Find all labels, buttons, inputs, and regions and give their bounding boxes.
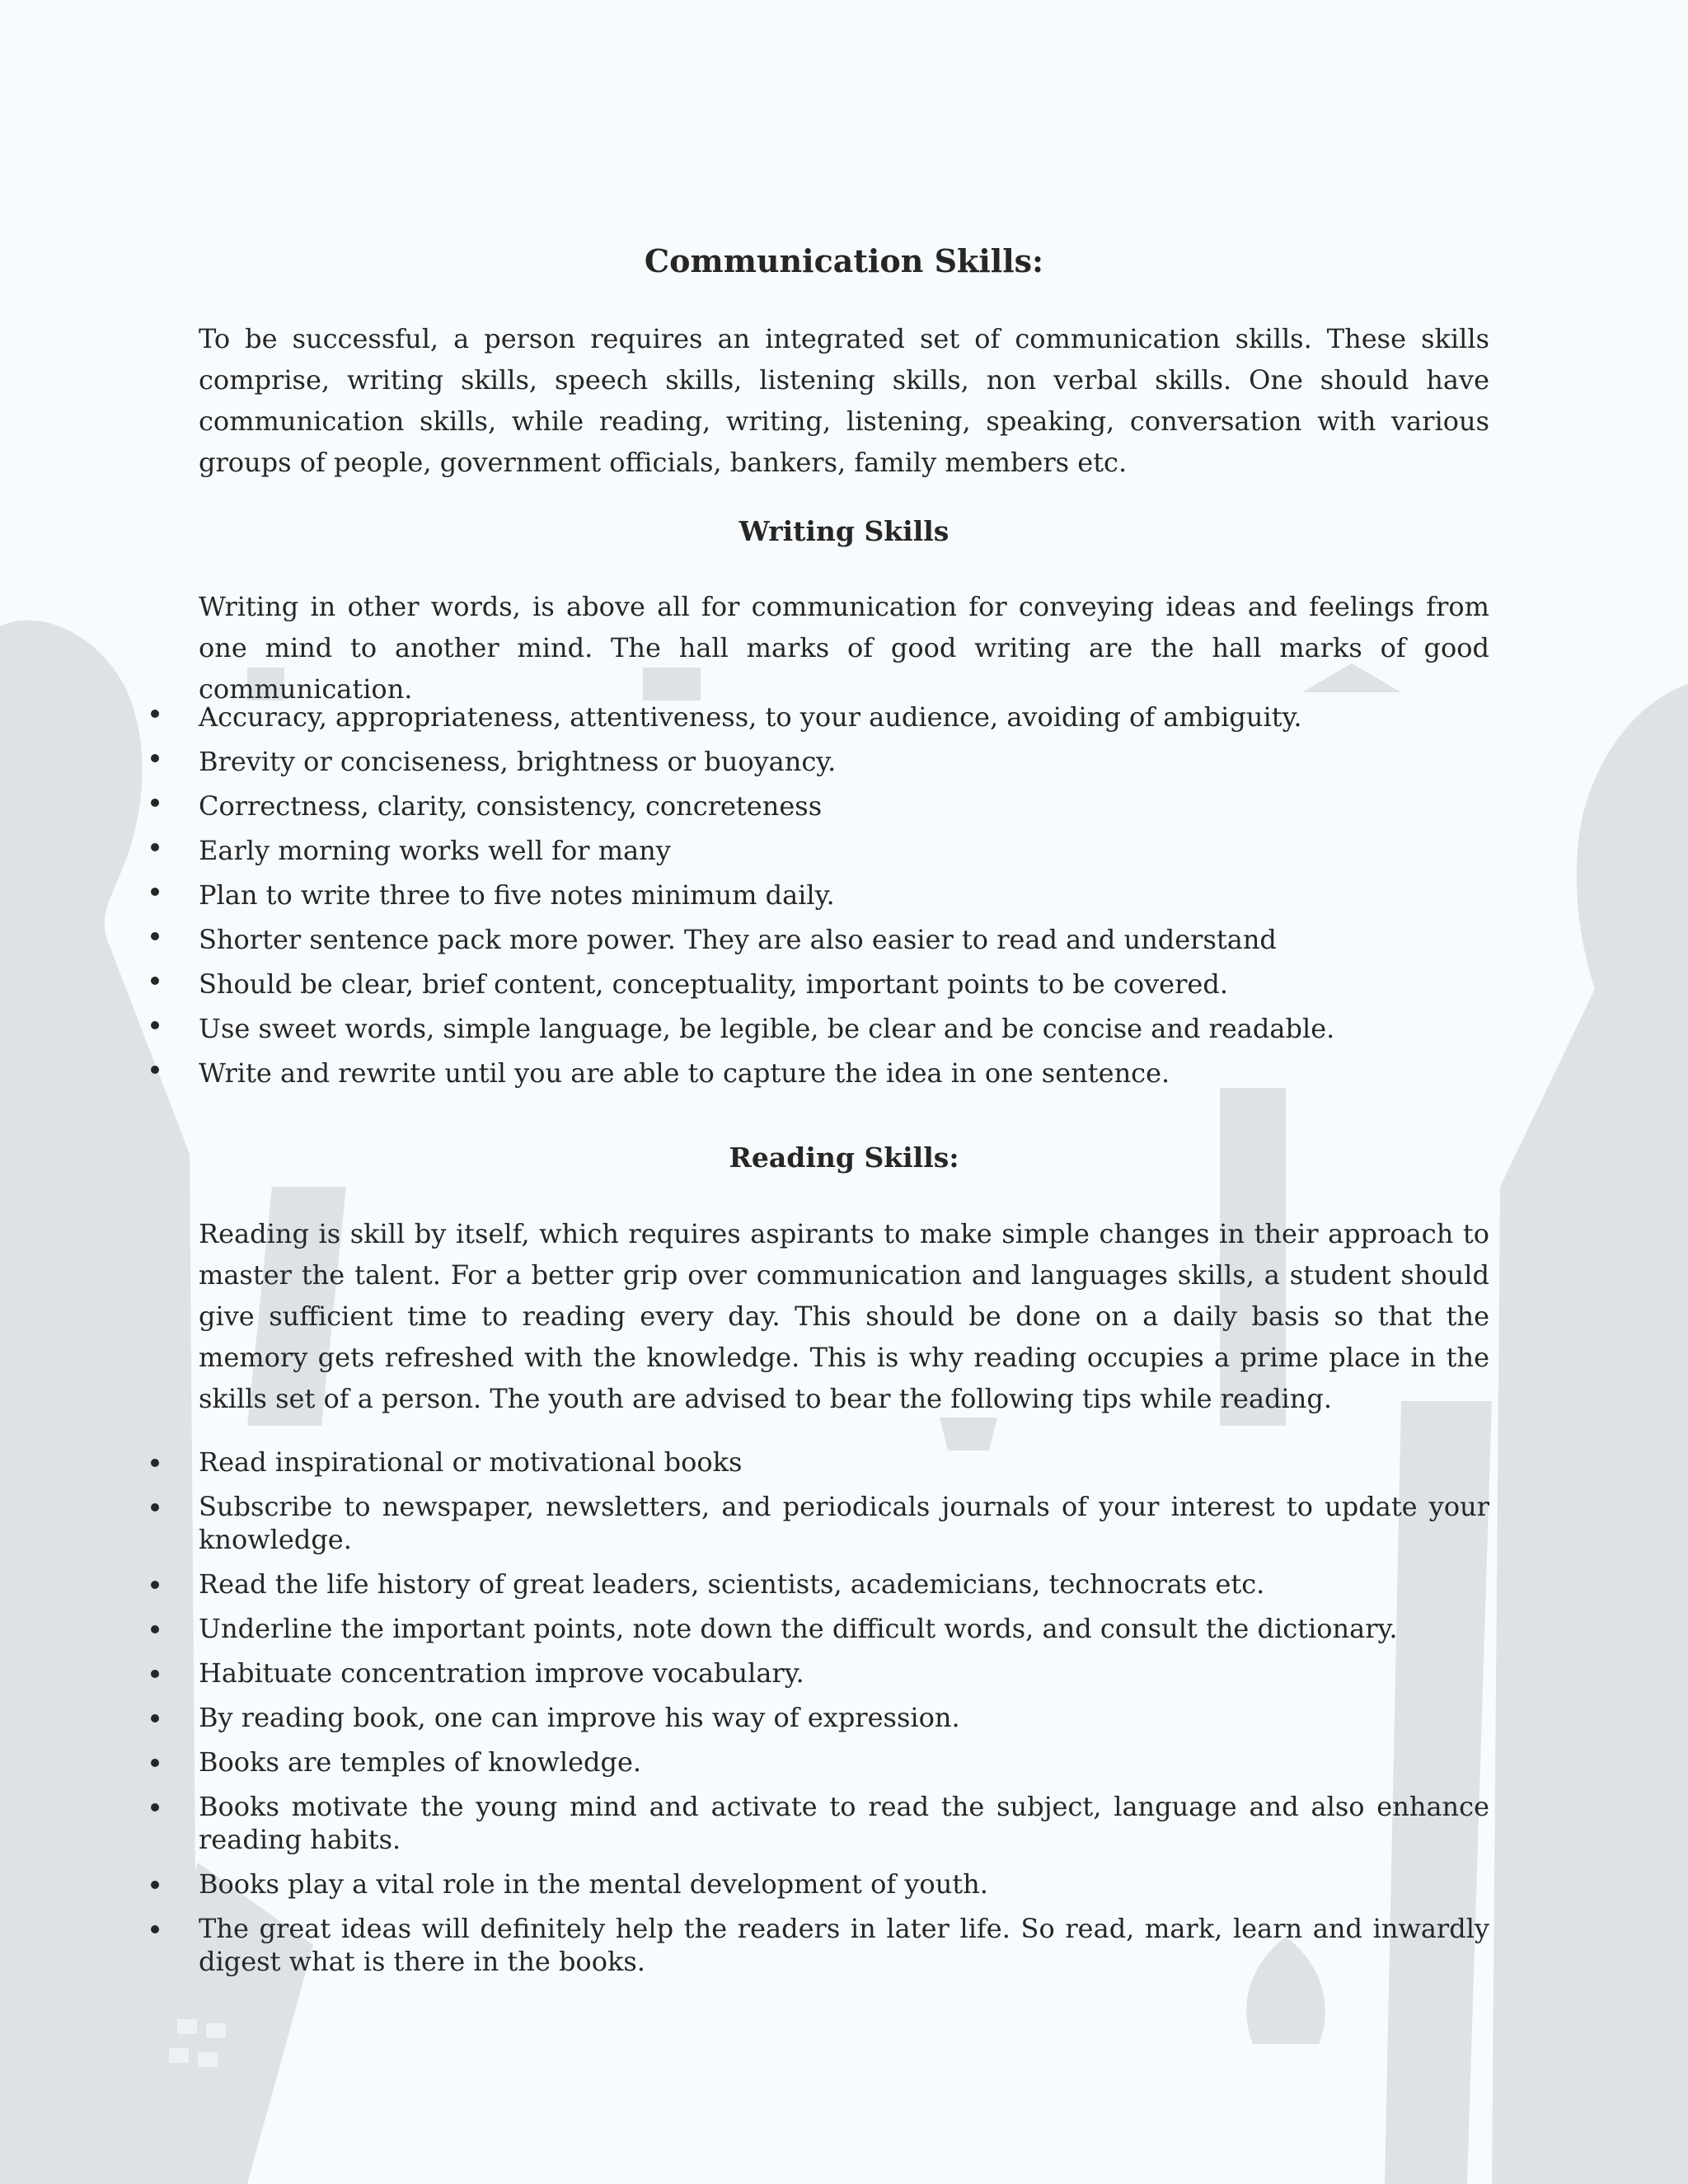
list-item-text: Books motivate the young mind and activate to read the subject, language and also enhance reading habits. <box>199 1791 1489 1855</box>
list-item <box>0 873 1688 917</box>
list-item <box>0 828 1688 873</box>
list-item <box>0 1446 1688 1479</box>
list-item <box>0 1612 1688 1645</box>
list-item <box>0 1657 1688 1690</box>
list-item-text: By reading book, one can improve his way of expression. <box>199 1702 960 1733</box>
bullet-icon <box>151 1714 159 1722</box>
bullet-icon <box>151 1625 159 1633</box>
list-item <box>0 1006 1688 1051</box>
bullet-icon <box>151 932 159 940</box>
list-item-text: Read inspirational or motivational books <box>199 1446 743 1478</box>
reading-tips-list <box>0 1446 1688 1990</box>
list-item-text: Books play a vital role in the mental development of youth. <box>199 1868 988 1900</box>
intro-paragraph: To be successful, a person requires an integrated set of communication skills. These skills comprise, writing skills, speech skills, listening skills, non verbal skills. One should have communication skills, while reading, writing, listening, speaking, conversation with various groups of people, government officials, bankers, family members etc. <box>199 323 1489 478</box>
list-item <box>0 1051 1688 1095</box>
bullet-icon <box>151 1881 159 1889</box>
bullet-icon <box>151 1021 159 1029</box>
list-item-text: Correctness, clarity, consistency, concreteness <box>199 790 823 822</box>
list-item <box>0 1868 1688 1900</box>
list-item <box>0 1912 1688 1978</box>
list-item <box>0 962 1688 1006</box>
bullet-icon <box>151 754 159 762</box>
bullet-icon <box>151 1503 159 1511</box>
reading-paragraph: Reading is skill by itself, which requires aspirants to make simple changes in their approach to master the talent. For a better grip over communication and languages skills, a student should give sufficient time to reading every day. This should be done on a daily basis so that the memory gets refreshed with the knowledge. This is why reading occupies a prime place in the skills set of a person. The youth are advised to bear the following tips while reading. <box>199 1218 1489 1414</box>
list-item <box>0 917 1688 962</box>
list-item-text: Subscribe to newspaper, newsletters, and periodicals journals of your interest to update your knowledge. <box>199 1491 1489 1555</box>
list-item-text: Early morning works well for many <box>199 835 671 866</box>
bullet-icon <box>151 710 159 718</box>
writing-skills-heading: Writing Skills <box>738 515 950 547</box>
bullet-icon <box>151 1066 159 1074</box>
list-item <box>0 695 1688 739</box>
bullet-icon <box>151 1803 159 1811</box>
list-item-text: Shorter sentence pack more power. They are also easier to read and understand <box>199 924 1277 955</box>
list-item-text: Brevity or conciseness, brightness or buoyancy. <box>199 746 837 777</box>
bullet-icon <box>151 843 159 851</box>
list-item <box>0 739 1688 784</box>
reading-skills-heading: Reading Skills: <box>729 1141 959 1174</box>
list-item-text: Should be clear, brief content, conceptuality, important points to be covered. <box>199 968 1228 1000</box>
list-item-text: Read the life history of great leaders, scientists, academicians, technocrats etc. <box>199 1568 1265 1600</box>
bullet-icon <box>151 1759 159 1767</box>
list-item-text: The great ideas will definitely help the readers in later life. So read, mark, learn and inwardly digest what is there in the books. <box>199 1913 1489 1977</box>
list-item-text: Underline the important points, note down the difficult words, and consult the dictionary. <box>199 1613 1398 1644</box>
list-item-text: Plan to write three to five notes minimum daily. <box>199 879 835 911</box>
bullet-icon <box>151 888 159 896</box>
list-item <box>0 784 1688 828</box>
list-item <box>0 1568 1688 1601</box>
list-item-text: Books are temples of knowledge. <box>199 1746 642 1778</box>
list-item-text: Habituate concentration improve vocabulary. <box>199 1657 804 1689</box>
list-item <box>0 1490 1688 1556</box>
bullet-icon <box>151 799 159 807</box>
page-title: Communication Skills: <box>644 242 1044 279</box>
bullet-icon <box>151 1459 159 1467</box>
list-item-text: Use sweet words, simple language, be legible, be clear and be concise and readable. <box>199 1013 1335 1044</box>
bullet-icon <box>151 1925 159 1933</box>
list-item <box>0 1746 1688 1779</box>
bullet-icon <box>151 977 159 985</box>
list-item-text: Accuracy, appropriateness, attentiveness, to your audience, avoiding of ambiguity. <box>199 701 1302 733</box>
list-item-text: Write and rewrite until you are able to capture the idea in one sentence. <box>199 1057 1170 1089</box>
bullet-icon <box>151 1581 159 1589</box>
list-item <box>0 1790 1688 1856</box>
writing-paragraph: Writing in other words, is above all for communication for conveying ideas and feelings from one mind to another mind. The hall marks of good writing are the hall marks of good communication. <box>199 591 1489 705</box>
bullet-icon <box>151 1670 159 1678</box>
writing-tips-list <box>0 695 1688 1095</box>
list-item <box>0 1701 1688 1734</box>
